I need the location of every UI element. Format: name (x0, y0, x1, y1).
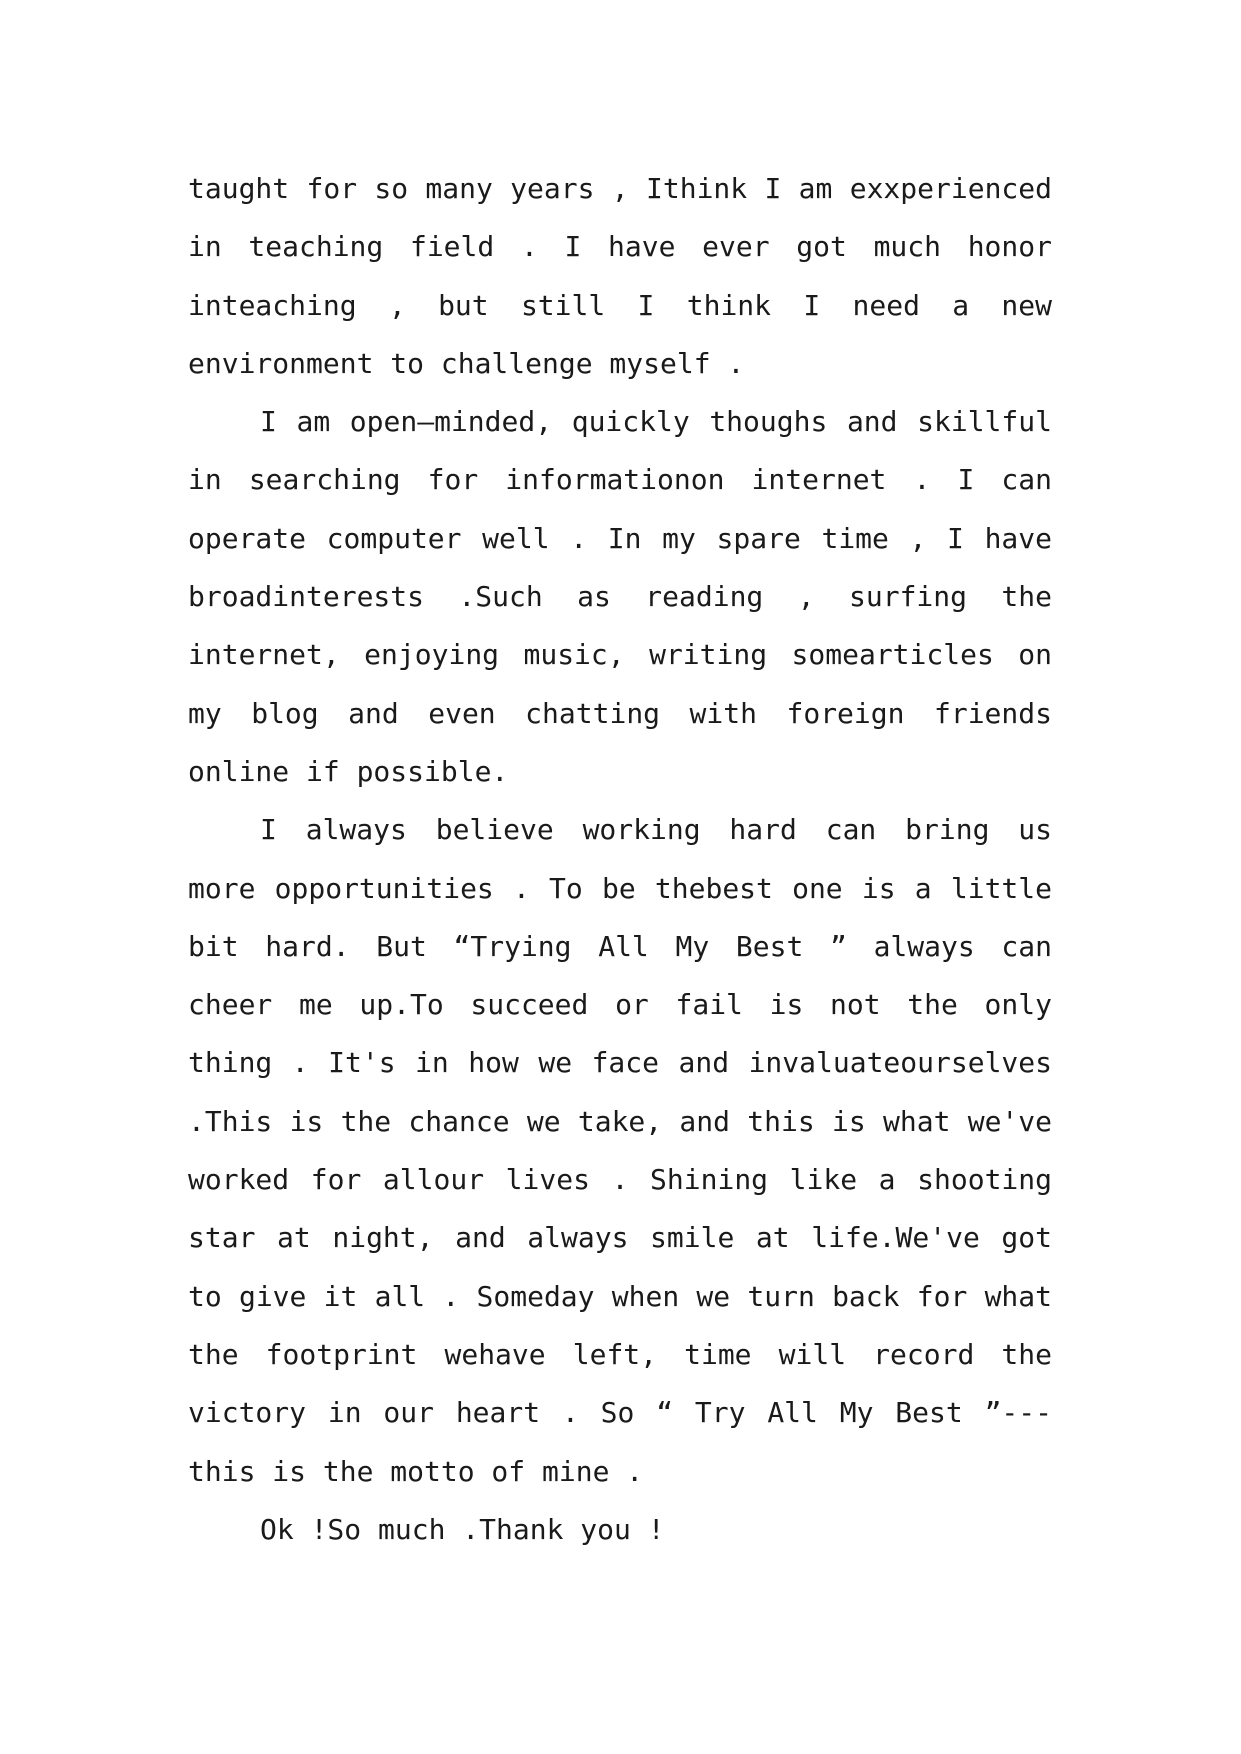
document-body (188, 160, 1052, 1559)
paragraph-closing: Ok !So much .Thank you ! (260, 1512, 665, 1546)
paragraph-personality: I am open—minded, quickly thoughs and skillful in searching for informationon internet . I can operate computer well . In my spare time , I have broadinterests .Such as reading , surfing the internet, enjoying music, writing somearticles on my blog and even chatting with foreign friends online if possible. (188, 405, 1052, 788)
paragraph-motto: I always believe working hard can bring us more opportunities . To be thebest one is a little bit hard. But “Trying All My Best ” always can cheer me up.To succeed or fail is not the only thing . It's in how we face and invaluateourselves .This is the chance we take, and this is what we've worked for allour lives . Shining like a shooting star at night, and always smile at life.We've got to give it all . Someday when we turn back for what the footprint wehave left, time will record the victory in our heart . So “ Try All My Best ”--- this is the motto of mine . (188, 813, 1052, 1488)
paragraph-continuation: taught for so many years , Ithink I am exxperienced in teaching field . I have ever got much honor inteaching , but still I think I need a new environment to challenge myself . (188, 172, 1052, 380)
